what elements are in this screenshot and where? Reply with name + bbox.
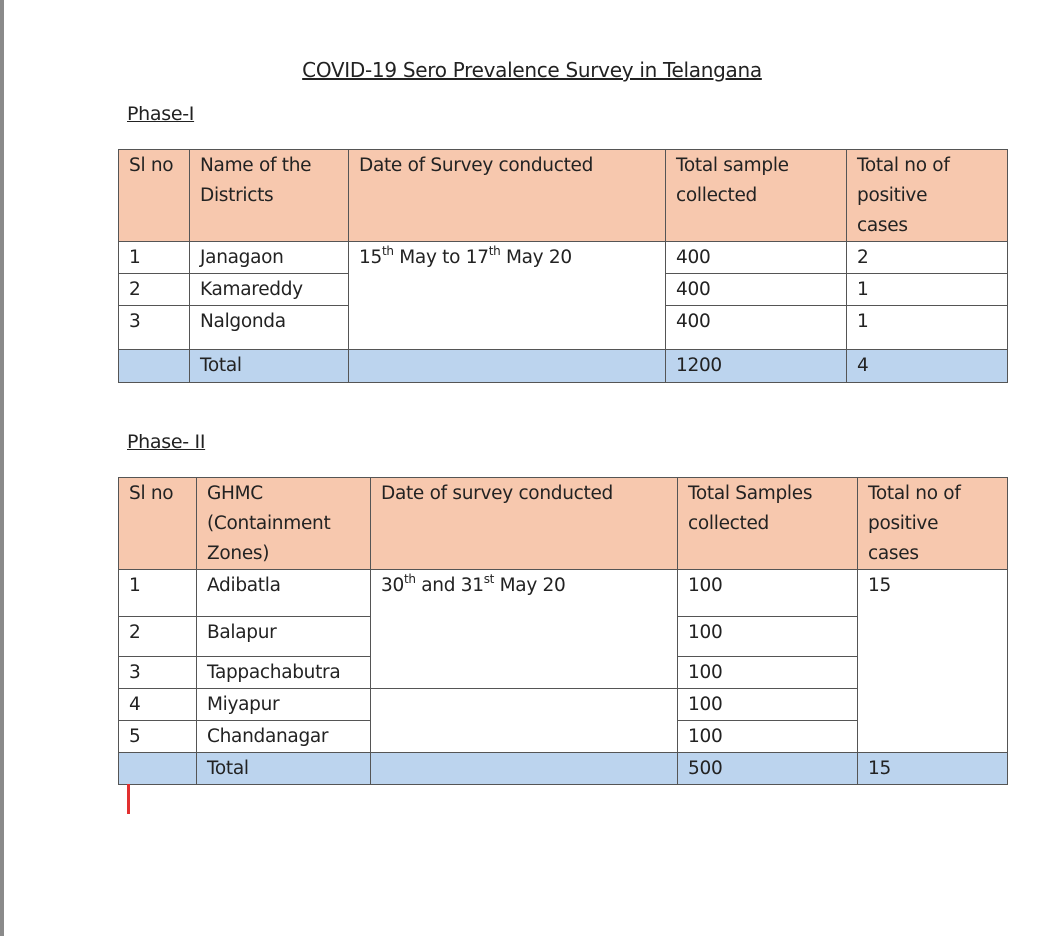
cell-sl: 2 [119, 274, 190, 306]
cell-sl: 4 [119, 689, 197, 721]
cell-survey-date [349, 350, 666, 383]
phase2-heading: Phase- II [127, 431, 206, 453]
cell-district: Janagaon [190, 242, 349, 274]
cell-sl: 2 [119, 617, 197, 657]
header-samples: Total Samples collected [678, 478, 858, 570]
cell-positive: 15 [858, 570, 1008, 753]
cell-sl: 3 [119, 657, 197, 689]
cell-samples: 100 [678, 657, 858, 689]
header-positive: Total no of positive cases [847, 150, 1008, 242]
cell-survey-date [371, 721, 678, 753]
cell-samples: 100 [678, 721, 858, 753]
cell-survey-date [371, 753, 678, 785]
cell-zone: Chandanagar [197, 721, 371, 753]
cell-zone: Adibatla [197, 570, 371, 617]
cell-sl: 3 [119, 306, 190, 350]
total-label: Total [190, 350, 349, 383]
text-cursor[interactable] [127, 784, 130, 814]
cell-survey-date: 30th and 31st May 20 [371, 570, 678, 689]
window-edge [0, 0, 4, 936]
header-samples: Total sample collected [666, 150, 847, 242]
cell-positive: 1 [847, 306, 1008, 350]
cell-survey-date: 15th May to 17th May 20 [349, 242, 666, 350]
table-header-row [119, 478, 1008, 570]
cell-samples: 100 [678, 617, 858, 657]
cell-district: Nalgonda [190, 306, 349, 350]
header-positive: Total no of positive cases [858, 478, 1008, 570]
cell-samples: 100 [678, 689, 858, 721]
cell-survey-date [371, 689, 678, 721]
document-title: COVID-19 Sero Prevalence Survey in Telangana [302, 58, 762, 82]
header-survey-date: Date of Survey conducted [349, 150, 666, 242]
table-row [119, 570, 1008, 617]
cell-samples: 100 [678, 570, 858, 617]
total-samples: 500 [678, 753, 858, 785]
cell-positive: 1 [847, 274, 1008, 306]
header-zone-name: GHMC (Containment Zones) [197, 478, 371, 570]
total-samples: 1200 [666, 350, 847, 383]
cell-zone: Miyapur [197, 689, 371, 721]
cell-samples: 400 [666, 274, 847, 306]
total-row [119, 753, 1008, 785]
cell-sl [119, 350, 190, 383]
phase2-table [118, 477, 1008, 785]
header-sl-no: Sl no [119, 150, 190, 242]
cell-samples: 400 [666, 306, 847, 350]
total-positive: 15 [858, 753, 1008, 785]
cell-sl [119, 753, 197, 785]
cell-sl: 1 [119, 242, 190, 274]
phase1-heading: Phase-I [127, 103, 195, 125]
cell-samples: 400 [666, 242, 847, 274]
total-label: Total [197, 753, 371, 785]
cell-sl: 5 [119, 721, 197, 753]
header-sl-no: Sl no [119, 478, 197, 570]
phase1-table [118, 149, 1008, 383]
cell-zone: Tappachabutra [197, 657, 371, 689]
cell-sl: 1 [119, 570, 197, 617]
cell-district: Kamareddy [190, 274, 349, 306]
table-row [119, 242, 1008, 274]
table-header-row [119, 150, 1008, 242]
cell-zone: Balapur [197, 617, 371, 657]
header-district-name: Name of the Districts [190, 150, 349, 242]
total-positive: 4 [847, 350, 1008, 383]
total-row [119, 350, 1008, 383]
header-survey-date: Date of survey conducted [371, 478, 678, 570]
cell-positive: 2 [847, 242, 1008, 274]
